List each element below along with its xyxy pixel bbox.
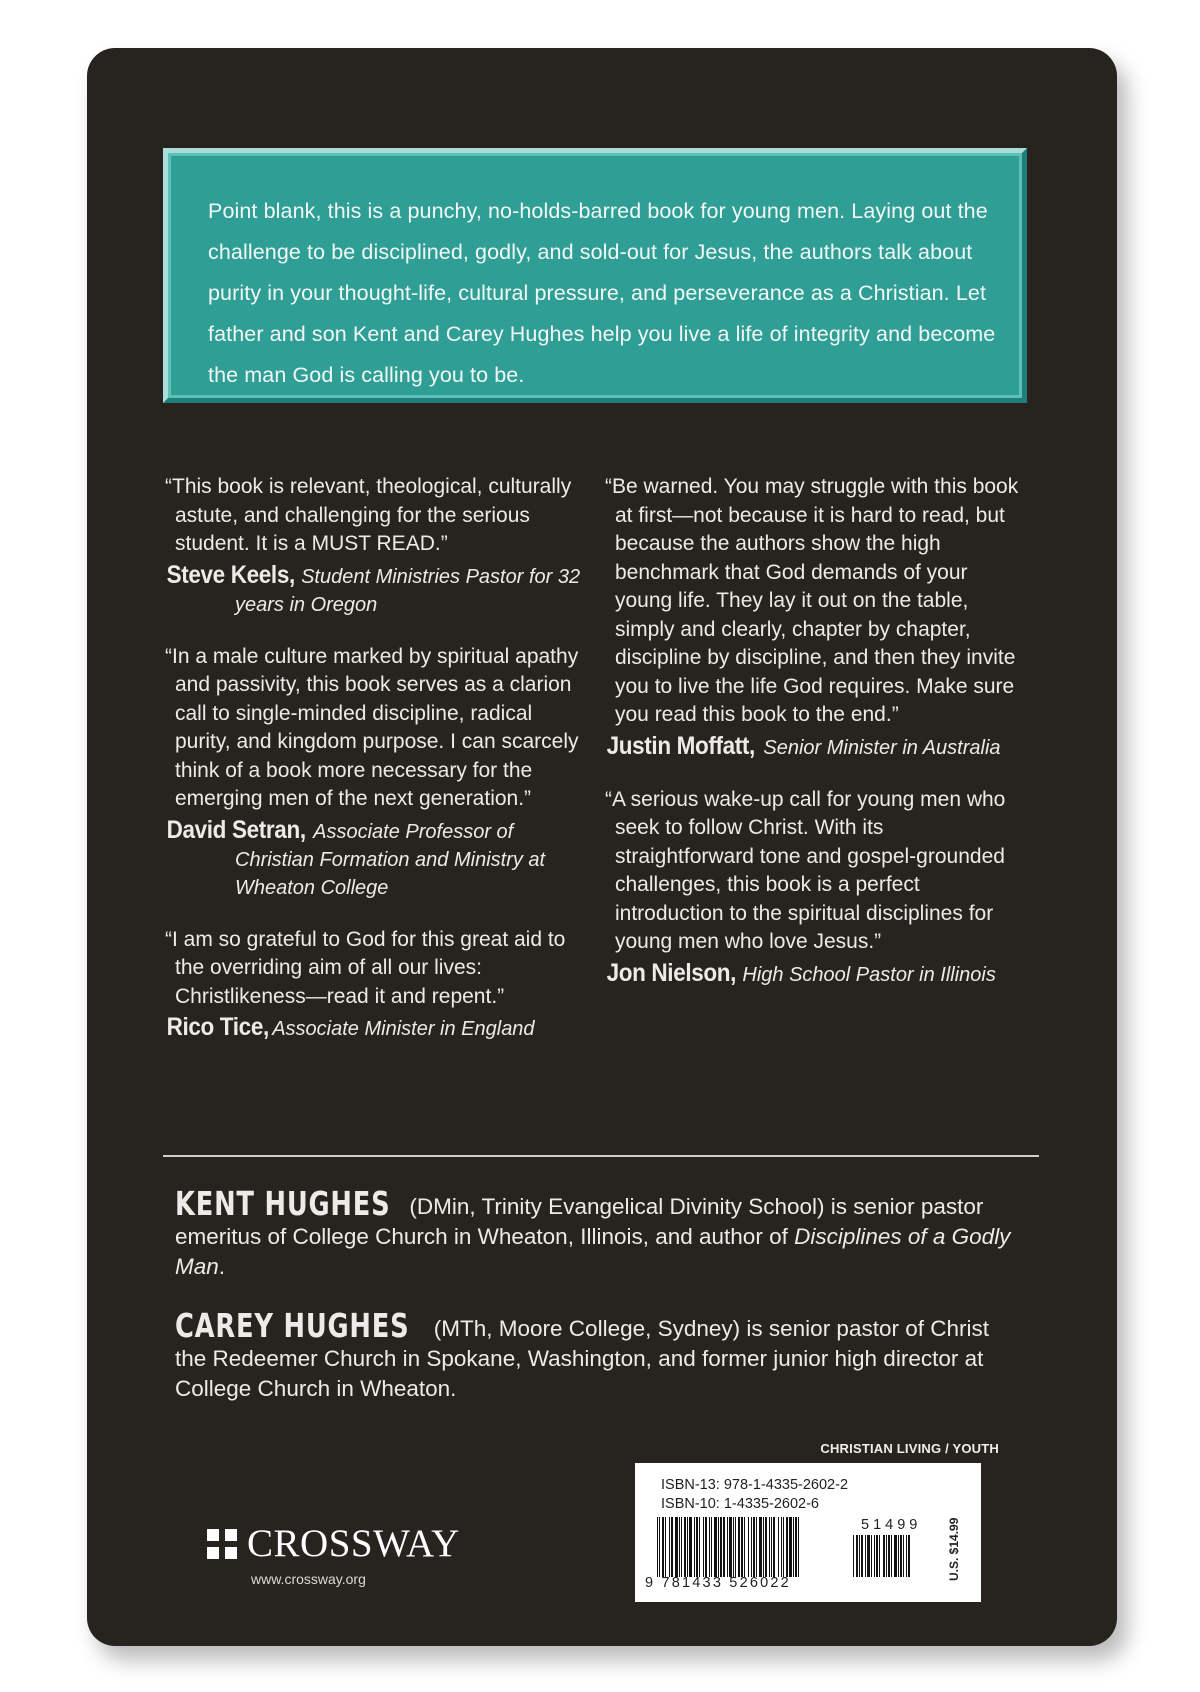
addon-barcode-bars — [853, 1535, 937, 1577]
endorsement — [165, 926, 585, 1044]
endorsement-attribution — [166, 815, 585, 902]
endorser-title: Senior Minister in Australia — [763, 736, 1001, 759]
author-name: KENT HUGHES — [175, 1184, 391, 1223]
price: U.S. $14.99 — [947, 1517, 961, 1581]
endorser-title: Student Ministries Pastor for 32 years in Oregon — [235, 565, 581, 616]
endorsement-quote: “Be warned. You may struggle with this book at first—not because it is hard to read, but because the authors show the high benchmark that God demands of your young life. They lay it out on the table, simply and clearly, chapter by chapter, discipline by discipline, and then they invite you to live the life God requires. Make sure you read this book to the end.” — [605, 475, 1019, 726]
endorsement — [605, 786, 1025, 989]
endorsements-right-column — [605, 473, 1025, 1013]
author-bio — [175, 1184, 1015, 1282]
barcode — [635, 1463, 981, 1602]
endorsement-attribution — [166, 560, 585, 619]
author-name: CAREY HUGHES — [175, 1306, 410, 1345]
addon-digits: 51499 — [861, 1517, 922, 1533]
author-bio-end: . — [218, 1254, 226, 1279]
endorsement-attribution — [606, 958, 1025, 989]
endorser-name: Rico Tice, — [166, 1013, 269, 1041]
category-label: CHRISTIAN LIVING / YOUTH — [820, 1441, 999, 1456]
crossway-logo-icon — [207, 1529, 237, 1559]
author-bio — [175, 1306, 1015, 1404]
endorser-name: Steve Keels, — [166, 560, 295, 589]
book-back-cover — [87, 48, 1117, 1646]
endorser-name: David Setran, — [166, 815, 306, 844]
endorsement — [605, 473, 1025, 762]
endorsement-quote: “I am so grateful to God for this great aid to the overriding aim of all our lives: Christlikeness—read it and repent.” — [165, 927, 566, 1008]
endorser-title: Associate Professor of Christian Formation and Ministry at Wheaton College — [235, 820, 546, 899]
endorsement-attribution — [166, 1013, 585, 1043]
endorser-title: Associate Minister in England — [272, 1018, 535, 1040]
endorser-name: Jon Nielson, — [606, 958, 737, 987]
endorsement-quote: “A serious wake-up call for young men who seek to follow Christ. With its straightforward tone and gospel-grounded challenges, this book is a perfect introduction to the spiritual disciplines for young men who love Jesus.” — [605, 787, 1006, 953]
author-bio-text: (MTh, Moore College, Sydney) is senior pastor of Christ the Redeemer Church in Spokane, Washington, and former junior high director at College Church in Wheaton. — [175, 1316, 989, 1401]
blurb-text: Point blank, this is a punchy, no-holds-barred book for young men. Laying out the challenge to be disciplined, godly, and sold-out for Jesus, the authors talk about purity in your thought-life, cultural pressure, and perseverance as a Christian. Let father and son Kent and Carey Hughes help you live a life of integrity and become the man God is calling you to be. — [208, 199, 996, 387]
section-divider — [163, 1155, 1039, 1157]
endorsements-left-column — [165, 473, 585, 1067]
publisher-name: CROSSWAY — [247, 1522, 460, 1565]
publisher-url: www.crossway.org — [251, 1571, 366, 1587]
endorsement-quote: “This book is relevant, theological, culturally astute, and challenging for the serious student. It is a MUST READ.” — [165, 475, 572, 555]
ean-digits: 9 781433 526022 — [645, 1575, 791, 1591]
endorsement — [165, 643, 585, 902]
endorsement-quote: “In a male culture marked by spiritual apathy and passivity, this book serves as a clarion call to single-minded discipline, radical purity, and kingdom purpose. I can scarcely think of a book more necessary for the emerging men of the next generation.” — [165, 644, 579, 810]
endorsement-attribution — [606, 731, 1025, 762]
isbn-13: ISBN-13: 978-1-4335-2602-2 — [661, 1477, 849, 1493]
blurb-box — [163, 148, 1027, 403]
ean-barcode-bars — [657, 1517, 833, 1577]
endorser-title: High School Pastor in Illinois — [742, 963, 996, 986]
endorser-name: Justin Moffatt, — [606, 731, 755, 760]
endorsement — [165, 473, 585, 619]
author-bio-text: (DMin, Trinity Evangelical Divinity School) is senior pastor emeritus of College Church in Wheaton, Illinois, and author of — [175, 1194, 984, 1249]
book-title: Disciplines of a Godly Man — [175, 1224, 1011, 1279]
isbn-10: ISBN-10: 1-4335-2602-6 — [661, 1496, 819, 1512]
